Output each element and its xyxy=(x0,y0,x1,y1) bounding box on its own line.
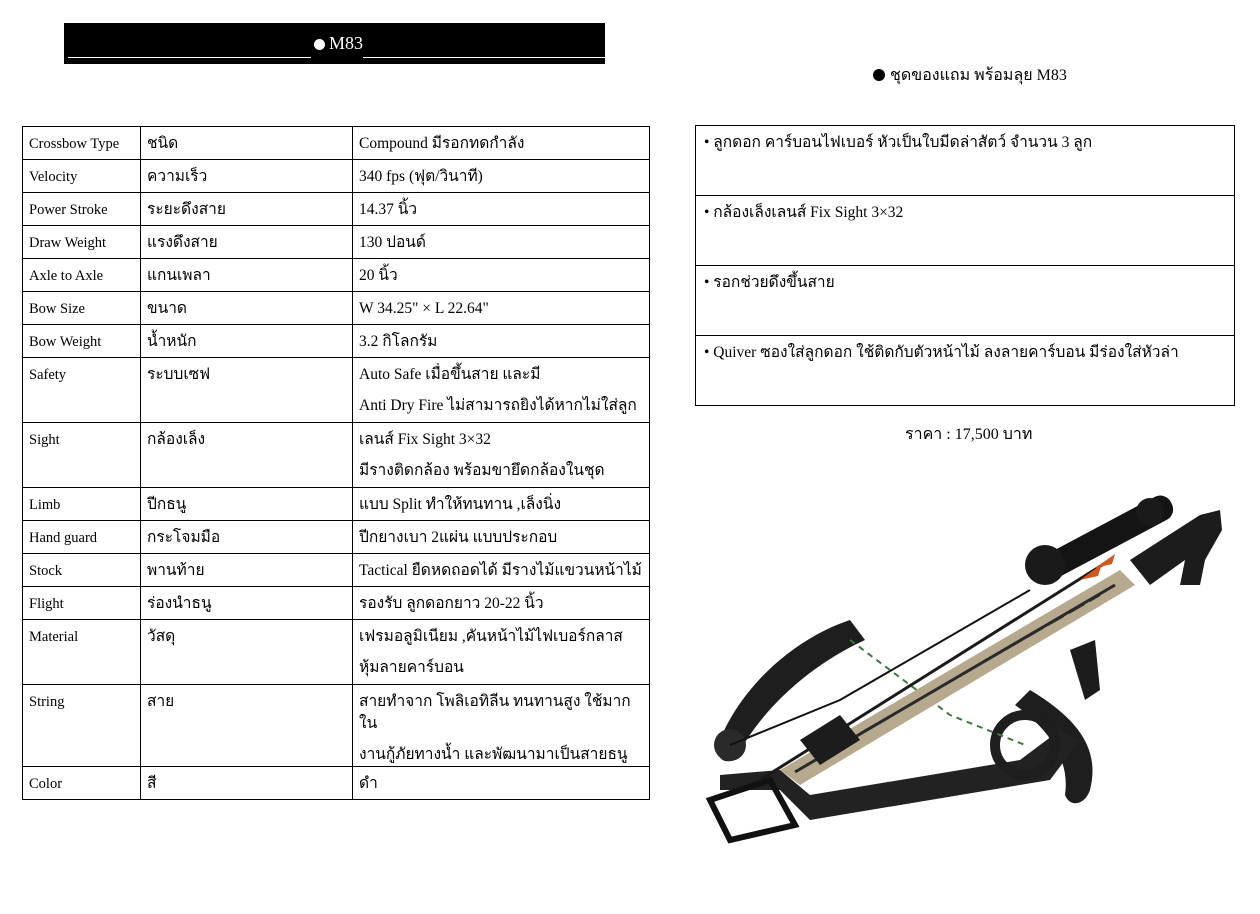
spec-value: รองรับ ลูกดอกยาว 20-22 นิ้ว xyxy=(359,595,544,612)
spec-value-cell xyxy=(353,554,650,587)
spec-value-cell xyxy=(353,521,650,554)
spec-label-th: สี xyxy=(141,767,353,800)
spec-row xyxy=(23,423,650,488)
spec-row xyxy=(23,488,650,521)
spec-row xyxy=(23,521,650,554)
spec-value-cell xyxy=(353,358,650,423)
bonus-row xyxy=(696,336,1235,406)
spec-label-en: Power Stroke xyxy=(23,193,141,226)
spec-value: 3.2 กิโลกรัม xyxy=(359,333,438,350)
spec-value: 20 นิ้ว xyxy=(359,267,398,284)
spec-label-th: ปีกธนู xyxy=(141,488,353,521)
spec-row xyxy=(23,620,650,685)
spec-label-en: Color xyxy=(23,767,141,800)
spec-value-line2: งานกู้ภัยทางน้ำ และพัฒนามาเป็นสายธนู xyxy=(359,746,628,763)
spec-label-th: ขนาด xyxy=(141,292,353,325)
spec-row xyxy=(23,193,650,226)
spec-row xyxy=(23,358,650,423)
spec-label-en: Axle to Axle xyxy=(23,259,141,292)
spec-label-th: วัสดุ xyxy=(141,620,353,685)
spec-value: 130 ปอนด์ xyxy=(359,234,426,251)
spec-label-th: สาย xyxy=(141,685,353,767)
title-underline-left xyxy=(68,57,311,58)
spec-label-th: แกนเพลา xyxy=(141,259,353,292)
spec-label-en: Flight xyxy=(23,587,141,620)
spec-row xyxy=(23,554,650,587)
bonus-item: • ลูกดอก คาร์บอนไฟเบอร์ หัวเป็นใบมีดล่าสัตว์ จำนวน 3 ลูก xyxy=(696,126,1235,196)
spec-value: ปีกยางเบา 2แผ่น แบบประกอบ xyxy=(359,529,558,546)
spec-value-cell xyxy=(353,292,650,325)
spec-label-th: กล้องเล็ง xyxy=(141,423,353,488)
spec-value-cell xyxy=(353,226,650,259)
spec-value: Auto Safe เมื่อขึ้นสาย และมี xyxy=(359,366,541,383)
spec-label-en: Hand guard xyxy=(23,521,141,554)
model-title: M83 xyxy=(329,33,364,53)
spec-row xyxy=(23,587,650,620)
bonus-heading-text: ชุดของแถม พร้อมลุย M83 xyxy=(890,67,1067,84)
spec-row xyxy=(23,325,650,358)
spec-value: W 34.25" × L 22.64" xyxy=(359,300,489,317)
spec-label-th: กระโจมมือ xyxy=(141,521,353,554)
bonus-item: • Quiver ซองใส่ลูกดอก ใช้ติดกับตัวหน้าไม้ ลงลายคาร์บอน มีร่องใส่หัวล่า xyxy=(696,336,1235,406)
spec-value-line2: มีรางติดกล้อง พร้อมขายึดกล้องในชุด xyxy=(359,462,605,479)
spec-row xyxy=(23,259,650,292)
title-banner xyxy=(64,23,605,64)
spec-value: สายทำจาก โพลิเอทิลีน ทนทานสูง ใช้มากใน xyxy=(359,693,631,732)
spec-label-en: Draw Weight xyxy=(23,226,141,259)
spec-value: Compound มีรอกทดกำลัง xyxy=(359,135,525,152)
spec-value-cell xyxy=(353,193,650,226)
spec-label-th: พานท้าย xyxy=(141,554,353,587)
spec-label-en: String xyxy=(23,685,141,767)
spec-row xyxy=(23,226,650,259)
spec-value-cell xyxy=(353,127,650,160)
spec-label-en: Safety xyxy=(23,358,141,423)
spec-label-en: Bow Weight xyxy=(23,325,141,358)
spec-value-cell xyxy=(353,423,650,488)
spec-row xyxy=(23,767,650,800)
spec-value: เลนส์ Fix Sight 3×32 xyxy=(359,431,491,448)
spec-label-th: ระบบเซฟ xyxy=(141,358,353,423)
spec-value-cell xyxy=(353,587,650,620)
bonus-row xyxy=(696,126,1235,196)
spec-value: ดำ xyxy=(359,775,378,792)
spec-row xyxy=(23,127,650,160)
spec-label-th: แรงดึงสาย xyxy=(141,226,353,259)
spec-label-en: Limb xyxy=(23,488,141,521)
spec-value-cell xyxy=(353,767,650,800)
crossbow-product-image xyxy=(700,490,1240,875)
spec-value-line2: Anti Dry Fire ไม่สามารถยิงได้หากไม่ใส่ลูก xyxy=(359,397,637,414)
spec-label-en: Bow Size xyxy=(23,292,141,325)
title-underline-right xyxy=(363,57,605,58)
spec-value: 340 fps (ฟุต/วินาที) xyxy=(359,168,483,185)
spec-label-th: ร่องนำธนู xyxy=(141,587,353,620)
spec-value-cell xyxy=(353,488,650,521)
spec-row xyxy=(23,292,650,325)
bullet-icon xyxy=(873,69,885,81)
bonus-row xyxy=(696,266,1235,336)
spec-label-en: Stock xyxy=(23,554,141,587)
bullet-icon xyxy=(314,39,325,50)
spec-value-line2: หุ้มลายคาร์บอน xyxy=(359,659,464,676)
spec-label-th: ความเร็ว xyxy=(141,160,353,193)
spec-label-th: น้ำหนัก xyxy=(141,325,353,358)
spec-value-cell xyxy=(353,325,650,358)
spec-label-th: ชนิด xyxy=(141,127,353,160)
spec-value: Tactical ยืดหดถอดได้ มีรางไม้แขวนหน้าไม้ xyxy=(359,562,642,579)
spec-label-en: Velocity xyxy=(23,160,141,193)
spec-label-en: Crossbow Type xyxy=(23,127,141,160)
spec-label-en: Sight xyxy=(23,423,141,488)
bonus-item: • รอกช่วยดึงขึ้นสาย xyxy=(696,266,1235,336)
spec-value-cell xyxy=(353,259,650,292)
bonus-heading xyxy=(873,64,1067,88)
spec-row xyxy=(23,685,650,767)
spec-row xyxy=(23,160,650,193)
spec-label-en: Material xyxy=(23,620,141,685)
spec-value: 14.37 นิ้ว xyxy=(359,201,418,218)
spec-value: เฟรมอลูมิเนียม ,คันหน้าไม้ไฟเบอร์กลาส xyxy=(359,628,623,645)
spec-value-cell xyxy=(353,160,650,193)
spec-table xyxy=(22,126,650,800)
price-label: ราคา : 17,500 บาท xyxy=(905,426,1033,443)
spec-value: แบบ Split ทำให้ทนทาน ,เล็งนิ่ง xyxy=(359,496,562,513)
spec-value-cell xyxy=(353,685,650,767)
bonus-item: • กล้องเล็งเลนส์ Fix Sight 3×32 xyxy=(696,196,1235,266)
spec-value-cell xyxy=(353,620,650,685)
bonus-row xyxy=(696,196,1235,266)
spec-label-th: ระยะดึงสาย xyxy=(141,193,353,226)
bonus-table xyxy=(695,125,1235,406)
